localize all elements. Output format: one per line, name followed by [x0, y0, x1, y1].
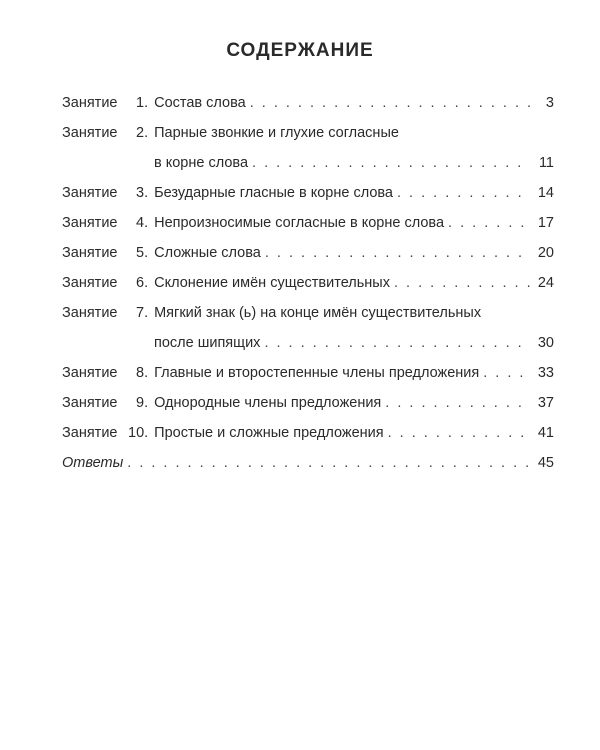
entry-page: 20 [537, 245, 554, 261]
entry-page: 41 [537, 425, 554, 441]
entry-label: Занятие [62, 215, 118, 231]
entry-label: Занятие [62, 365, 118, 381]
entry-label: Занятие [62, 125, 118, 141]
toc-entry-4[interactable] [62, 208, 554, 238]
entry-title: Однородные члены предложения [154, 395, 382, 411]
leader-dots [397, 178, 530, 208]
entry-title-continuation: после шипящих [154, 335, 261, 351]
entry-number: 4. [136, 215, 149, 231]
entry-number: 5. [136, 245, 149, 261]
toc-entry-7-continuation[interactable] [62, 328, 554, 358]
entry-label: Занятие [62, 305, 118, 321]
entry-title: Парные звонкие и глухие согласные [154, 125, 399, 141]
entry-number: 3. [136, 185, 149, 201]
entry-title: Мягкий знак (ь) на конце имён существительных [154, 305, 482, 321]
toc-entry-8[interactable] [62, 358, 554, 388]
entry-page: 37 [537, 395, 554, 411]
leader-dots [483, 358, 530, 388]
entry-label: Занятие [62, 275, 118, 291]
page-title: СОДЕРЖАНИЕ [226, 40, 374, 61]
answers-title: Ответы [62, 455, 124, 471]
entry-label: Занятие [62, 395, 118, 411]
entry-label: Занятие [62, 185, 118, 201]
entry-label: Занятие [62, 245, 118, 261]
leader-dots [264, 328, 530, 358]
entry-title: Безударные гласные в корне слова [154, 185, 393, 201]
entry-page: 24 [537, 275, 554, 291]
entry-title: Непроизносимые согласные в корне слова [154, 215, 445, 231]
entry-number: 1. [136, 95, 149, 111]
leader-dots [448, 208, 530, 238]
entry-number: 6. [136, 275, 149, 291]
entry-title: Простые и сложные предложения [154, 425, 384, 441]
entry-label: Занятие [62, 95, 118, 111]
leader-dots [385, 388, 530, 418]
leader-dots [265, 238, 530, 268]
entry-number: 8. [136, 365, 149, 381]
entry-page: 33 [537, 365, 554, 381]
entry-page: 14 [537, 185, 554, 201]
toc-entry-6[interactable] [62, 268, 554, 298]
entry-number: 10. [128, 425, 149, 441]
toc-entry-9[interactable] [62, 388, 554, 418]
entry-page: 11 [538, 155, 554, 171]
entry-title-continuation: в корне слова [154, 155, 249, 171]
leader-dots [127, 448, 530, 478]
answers-page: 45 [537, 455, 554, 471]
toc-entry-answers[interactable] [62, 448, 554, 478]
toc-entry-2-continuation[interactable] [62, 148, 554, 178]
table-of-contents [62, 88, 554, 478]
toc-entry-1[interactable] [62, 88, 554, 118]
entry-page: 3 [545, 95, 554, 111]
toc-entry-3[interactable] [62, 178, 554, 208]
toc-entry-2[interactable] [62, 118, 554, 148]
entry-title: Сложные слова [154, 245, 261, 261]
leader-dots [394, 268, 530, 298]
entry-title: Главные и второстепенные члены предложения [154, 365, 480, 381]
toc-entry-5[interactable] [62, 238, 554, 268]
entry-page: 17 [537, 215, 554, 231]
entry-label: Занятие [62, 425, 118, 441]
leader-dots [388, 418, 530, 448]
toc-entry-7[interactable] [62, 298, 554, 328]
leader-dots [250, 88, 530, 118]
entry-title: Склонение имён существительных [154, 275, 390, 291]
entry-page: 30 [537, 335, 554, 351]
entry-number: 2. [136, 125, 149, 141]
entry-title: Состав слова [154, 95, 246, 111]
toc-entry-10[interactable] [62, 418, 554, 448]
leader-dots [252, 148, 530, 178]
entry-number: 9. [136, 395, 149, 411]
entry-number: 7. [136, 305, 149, 321]
